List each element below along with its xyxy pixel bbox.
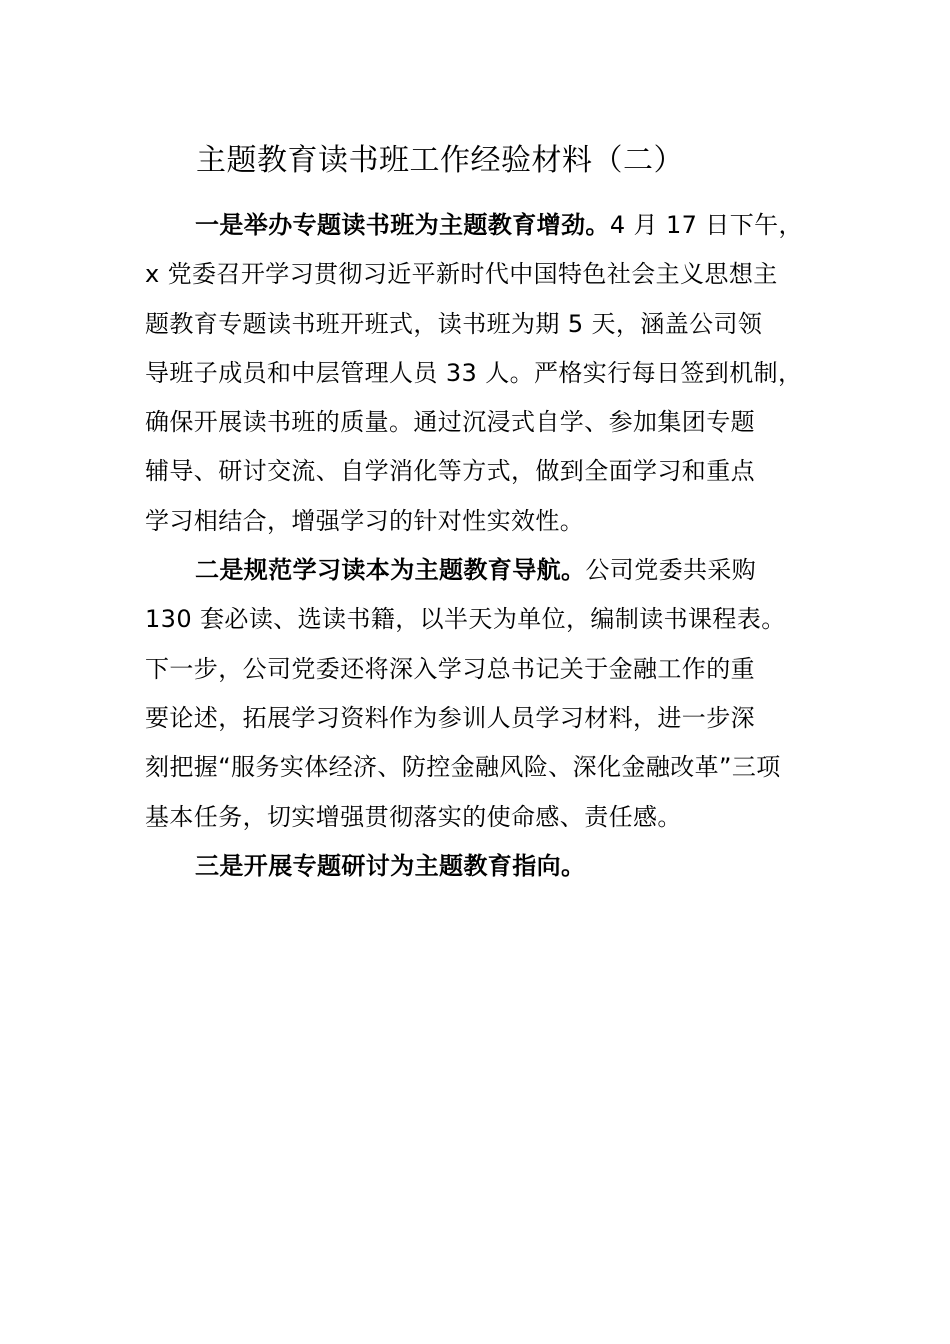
paragraph-2 (145, 546, 825, 842)
document-title: 主题教育读书班工作经验材料（二） (196, 143, 684, 178)
paragraph-line: 基本任务，切实增强贯彻落实的使命感、责任感。 (145, 802, 682, 831)
paragraph-line (145, 546, 825, 595)
paragraph-1 (145, 201, 825, 546)
paragraph-line: 题教育专题读书班开班式，读书班为期 5 天，涵盖公司领 (145, 309, 763, 338)
paragraph-line (145, 842, 825, 891)
document-body (145, 201, 825, 891)
paragraph-line: 导班子成员和中层管理人员 33 人。严格实行每日签到机制， (145, 358, 803, 387)
paragraph-lead: 三是开展专题研讨为主题教育指向。 (195, 851, 586, 880)
paragraph-line: 刻把握“服务实体经济、防控金融风险、深化金融改革”三项 (145, 753, 781, 782)
paragraph-line: 学习相结合，增强学习的针对性实效性。 (145, 506, 585, 535)
paragraph-lead: 二是规范学习读本为主题教育导航。 (195, 556, 586, 585)
paragraph-3 (145, 842, 825, 891)
paragraph-line: 下一步，公司党委还将深入学习总书记关于金融工作的重 (145, 654, 755, 683)
paragraph-text: 4 月 17 日下午， (609, 211, 803, 239)
paragraph-lead: 一是举办专题读书班为主题教育增劲。 (195, 211, 610, 239)
paragraph-line (145, 201, 825, 250)
paragraph-line: x 党委召开学习贯彻习近平新时代中国特色社会主义思想主 (145, 260, 778, 289)
paragraph-line: 130 套必读、选读书籍，以半天为单位，编制读书课程表。 (145, 605, 786, 634)
paragraph-line: 确保开展读书班的质量。通过沉浸式自学、参加集团专题 (145, 408, 755, 437)
paragraph-line: 辅导、研讨交流、自学消化等方式，做到全面学习和重点 (145, 457, 755, 486)
paragraph-line: 要论述，拓展学习资料作为参训人员学习材料，进一步深 (145, 703, 755, 732)
paragraph-text: 公司党委共采购 (585, 556, 757, 585)
